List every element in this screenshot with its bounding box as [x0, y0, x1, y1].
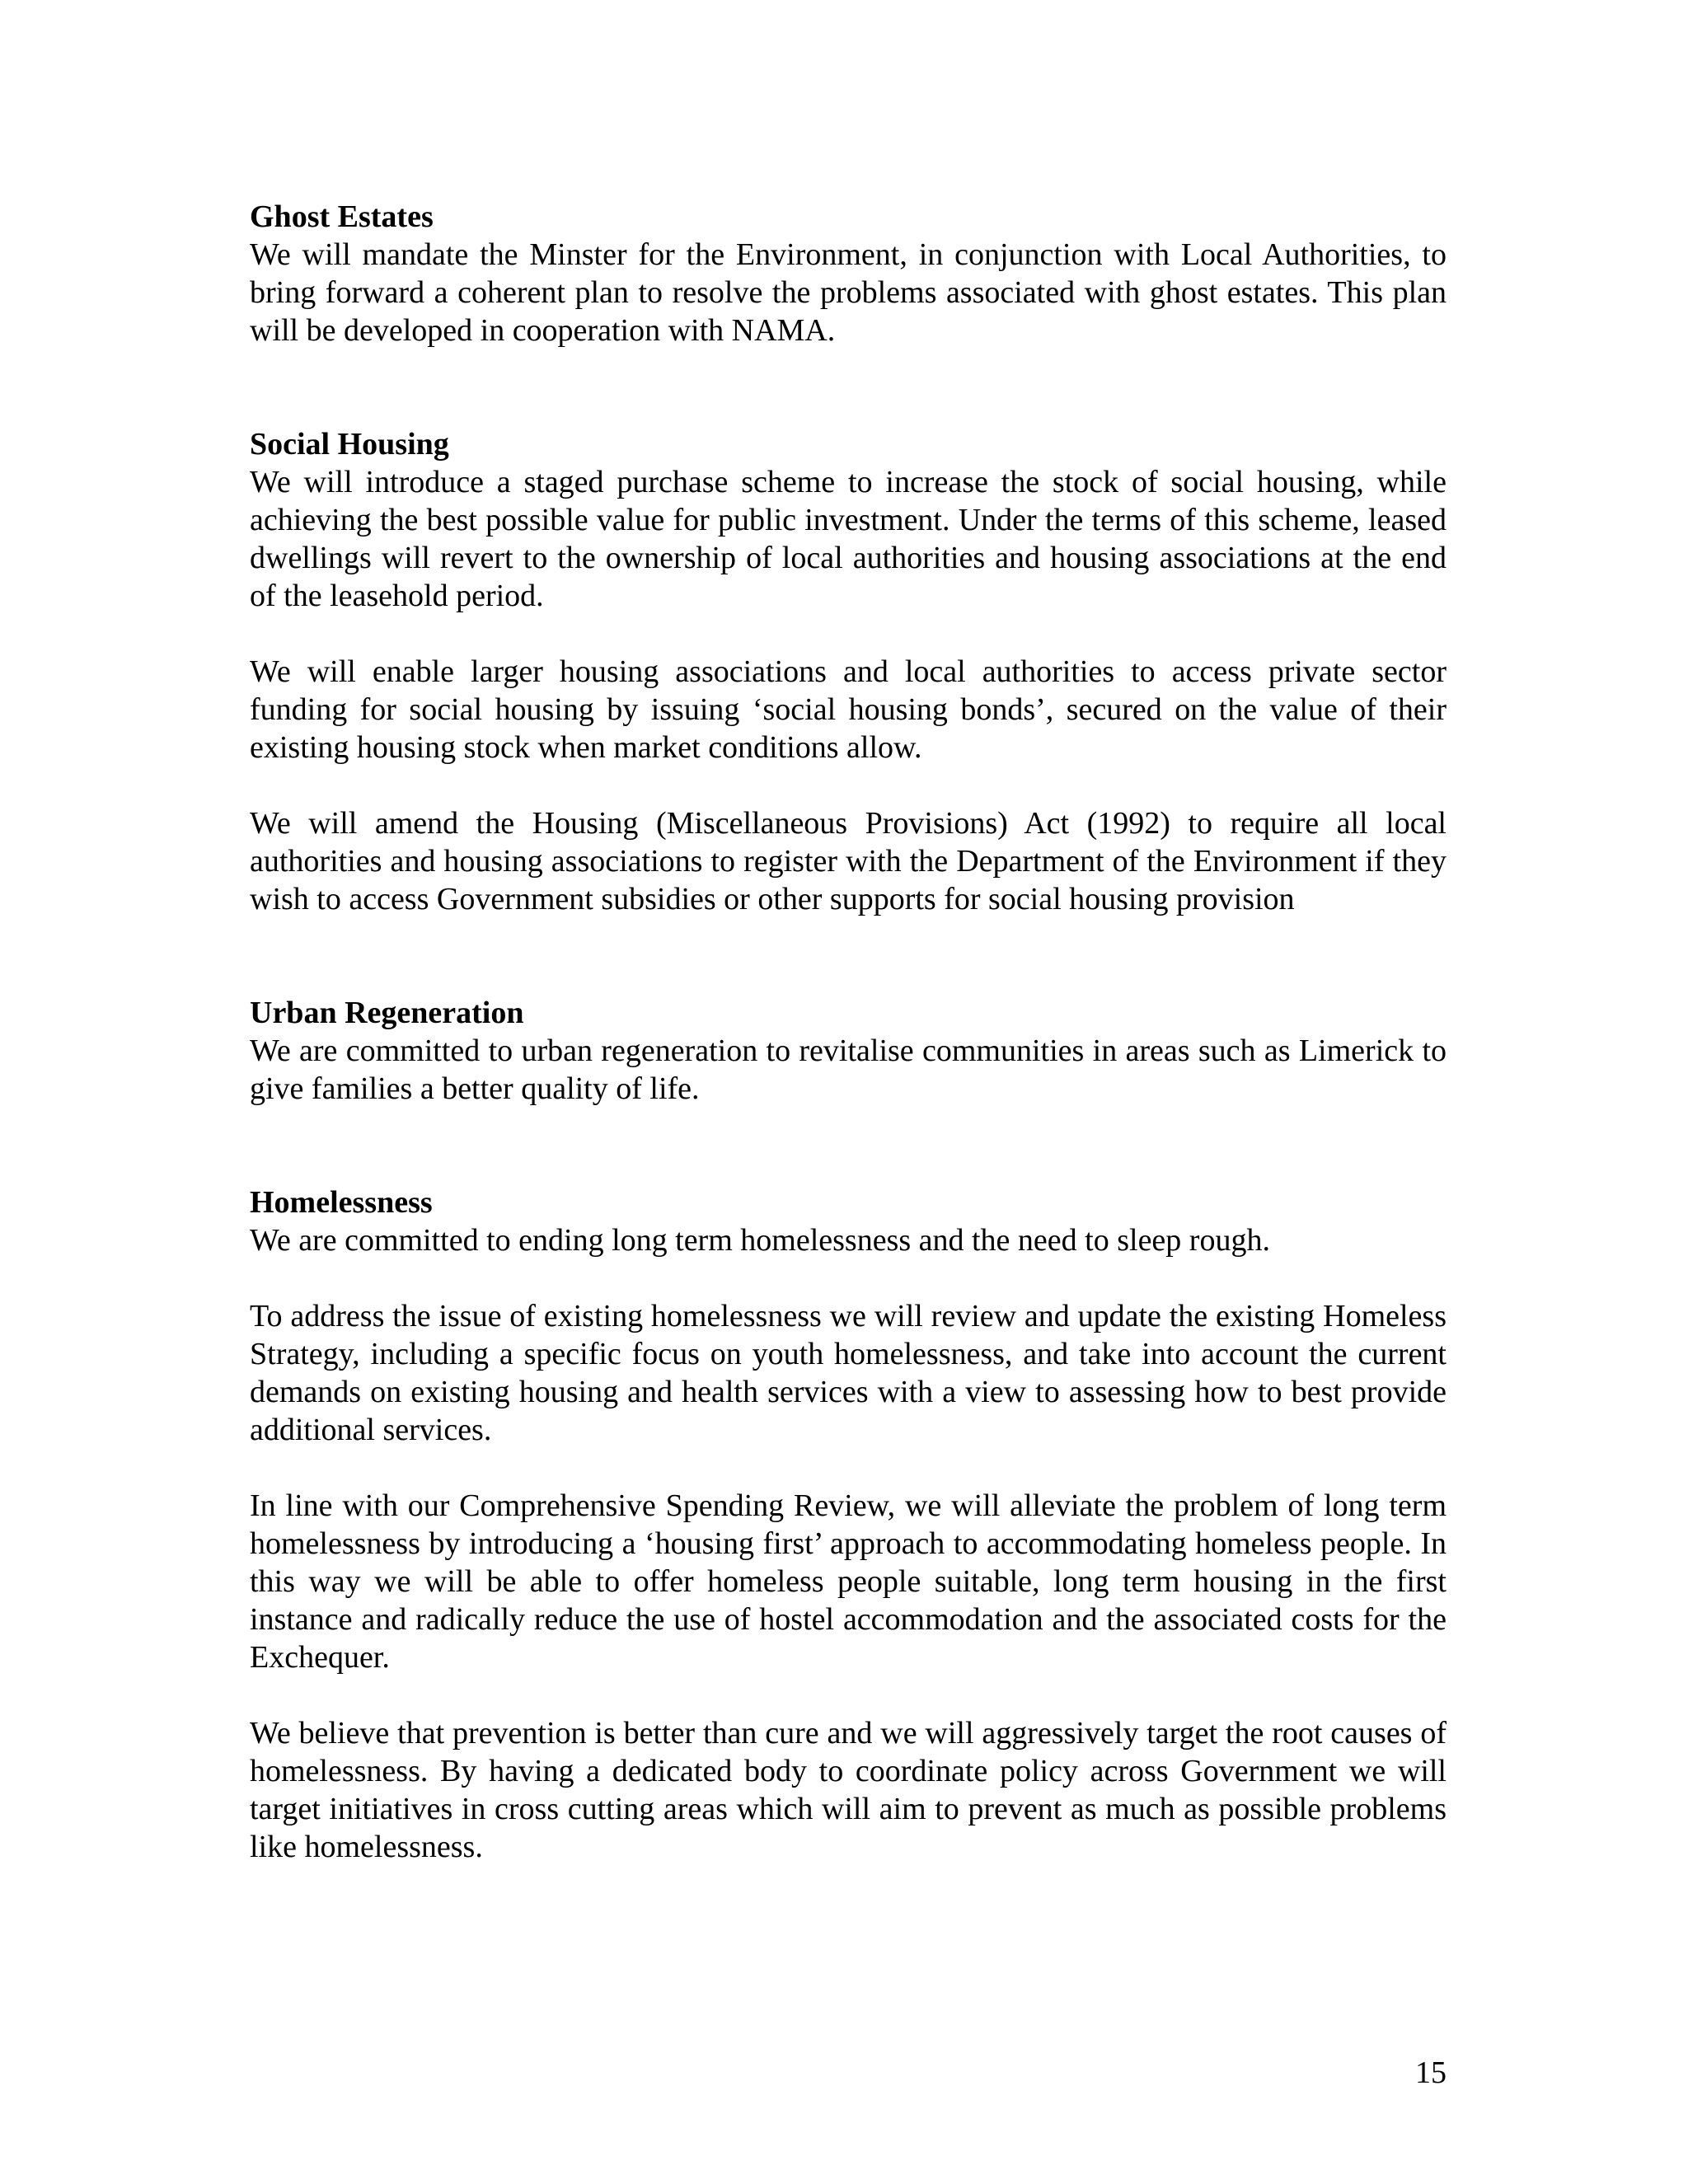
section-urban-regeneration: [250, 994, 1447, 1108]
paragraph: We will mandate the Minster for the Environment, in conjunction with Local Authorities, to bring forward a coherent plan to resolve the problems associated with ghost estates. This plan will be developed in cooperation with NAMA.: [250, 237, 1447, 348]
paragraph: In line with our Comprehensive Spending Review, we will alleviate the problem of long term homelessness by introducing a ‘housing first’ approach to accommodating homeless people. In this way we will be able to offer homeless people suitable, long term housing in the first instance and radically reduce the use of hostel accommodation and the associated costs for the Exchequer.: [250, 1488, 1447, 1675]
paragraph: We believe that prevention is better than cure and we will aggressively target the root causes of homelessness. By having a dedicated body to coordinate policy across Government we will target initiatives in cross cutting areas which will aim to prevent as much as possible problems like homelessness.: [250, 1716, 1447, 1864]
paragraph: We are committed to ending long term homelessness and the need to sleep rough.: [250, 1223, 1270, 1258]
paragraph: We are committed to urban regeneration to revitalise communities in areas such as Limerick to give families a better quality of life.: [250, 1033, 1447, 1106]
section-social-housing: [250, 425, 1447, 918]
paragraph: We will amend the Housing (Miscellaneous Provisions) Act (1992) to require all local authorities and housing associations to register with the Department of the Environment if they wish to access Government subsidies or other supports for social housing provision: [250, 806, 1447, 916]
section-heading: Social Housing: [250, 427, 449, 462]
section-heading: Urban Regeneration: [250, 996, 524, 1030]
paragraph: We will introduce a staged purchase scheme to increase the stock of social housing, while achieving the best possible value for public investment. Under the terms of this scheme, leased dwellings will revert to the ownership of local authorities and housing associations at the end of the leasehold period.: [250, 465, 1447, 613]
section-homelessness: [250, 1183, 1447, 1866]
section-ghost-estates: [250, 198, 1447, 349]
page-content: [250, 198, 1447, 1866]
section-heading: Ghost Estates: [250, 199, 434, 234]
paragraph: To address the issue of existing homelessness we will review and update the existing Homeless Strategy, including a specific focus on youth homelessness, and take into account the current demands on existing housing and health services with a view to assessing how to best provide additional services.: [250, 1299, 1447, 1447]
paragraph: We will enable larger housing associations and local authorities to access private sector funding for social housing by issuing ‘social housing bonds’, secured on the value of their existing housing stock when market conditions allow.: [250, 654, 1447, 765]
page-number: 15: [1415, 2055, 1447, 2090]
section-heading: Homelessness: [250, 1185, 433, 1220]
